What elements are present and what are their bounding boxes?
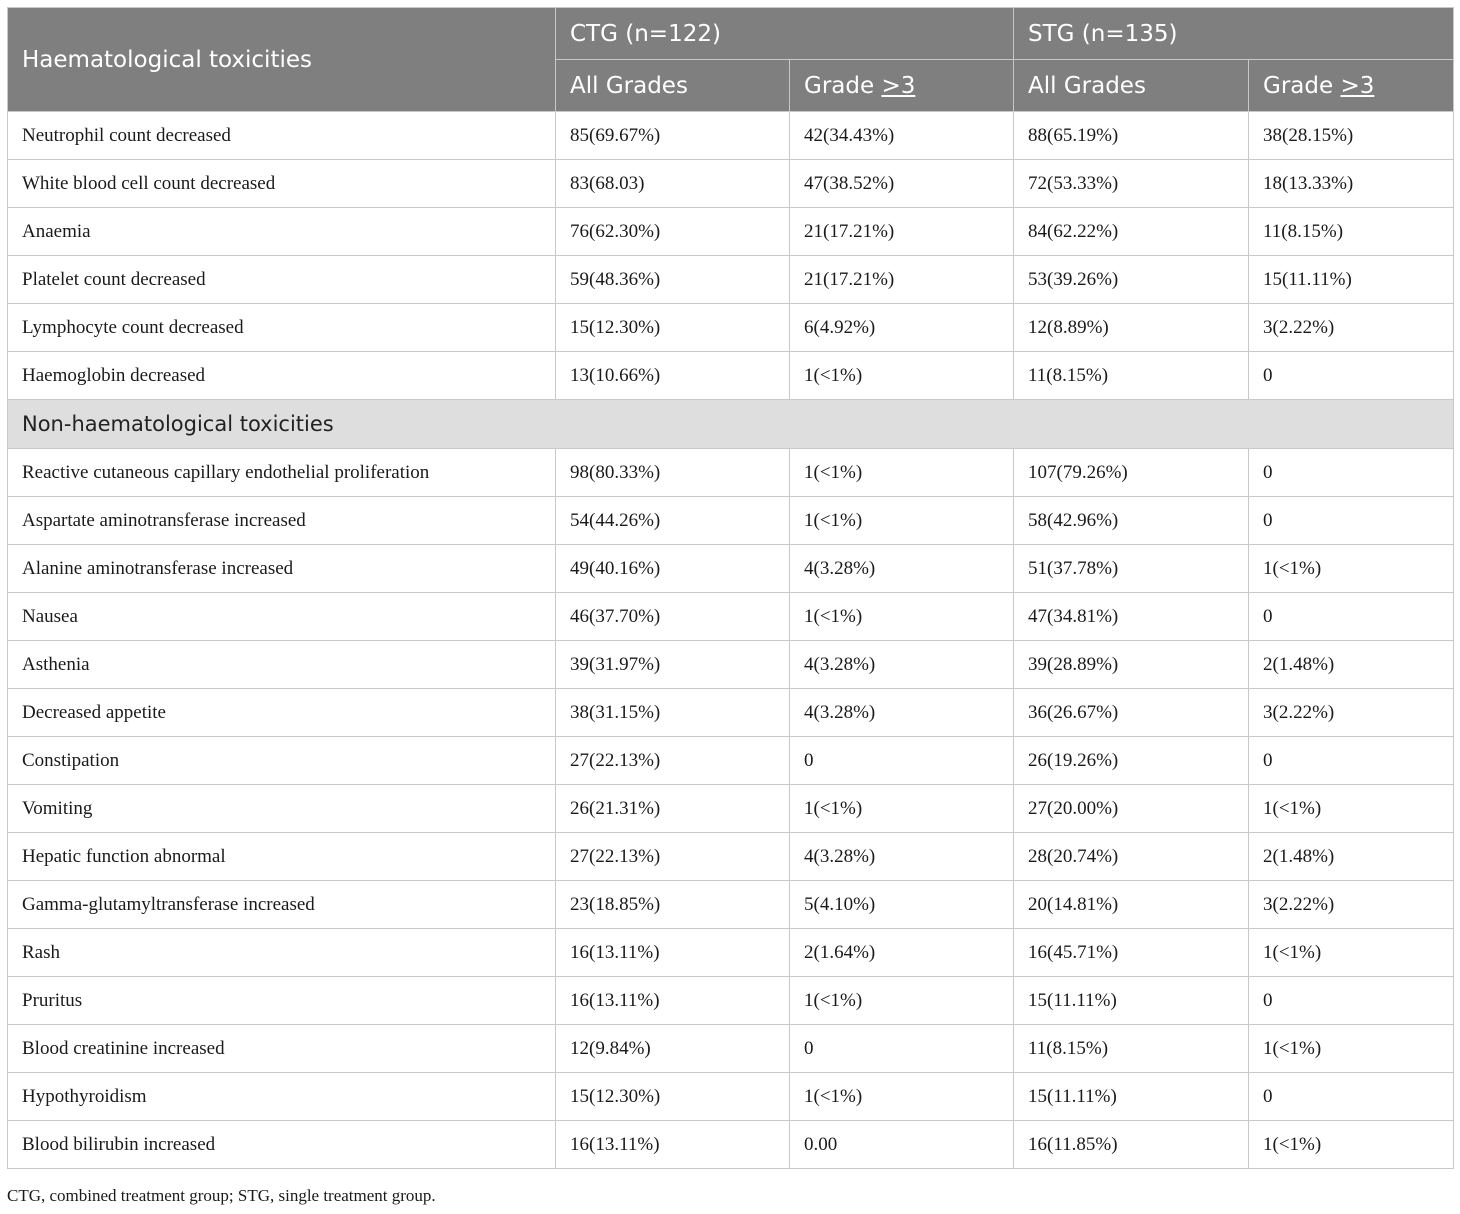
header-row-groups [8,8,1454,60]
cell-stg-all: 20(14.81%) [1014,881,1249,929]
cell-name: Platelet count decreased [8,256,556,304]
cell-stg-all: 15(11.11%) [1014,1073,1249,1121]
cell-ctg-g3: 47(38.52%) [790,160,1014,208]
cell-name: Reactive cutaneous capillary endothelial proliferation [8,449,556,497]
cell-ctg-all: 16(13.11%) [556,929,790,977]
cell-stg-all: 28(20.74%) [1014,833,1249,881]
cell-stg-all: 16(45.71%) [1014,929,1249,977]
toxicity-table [7,7,1454,1169]
table-row [8,593,1454,641]
cell-ctg-g3: 5(4.10%) [790,881,1014,929]
cell-stg-all: 58(42.96%) [1014,497,1249,545]
subcol-header-stg-all [1014,60,1249,112]
cell-stg-all: 84(62.22%) [1014,208,1249,256]
cell-stg-g3: 1(<1%) [1249,545,1454,593]
cell-ctg-all: 39(31.97%) [556,641,790,689]
cell-ctg-g3: 1(<1%) [790,785,1014,833]
cell-name: Decreased appetite [8,689,556,737]
non-haematological-body [8,449,1454,1169]
table-row [8,112,1454,160]
cell-stg-g3: 1(<1%) [1249,929,1454,977]
cell-ctg-g3: 42(34.43%) [790,112,1014,160]
cell-ctg-all: 83(68.03) [556,160,790,208]
cell-name: Hypothyroidism [8,1073,556,1121]
cell-ctg-all: 12(9.84%) [556,1025,790,1073]
cell-stg-all: 11(8.15%) [1014,1025,1249,1073]
table-row [8,497,1454,545]
subcol-header-ctg-g3 [790,60,1014,112]
cell-ctg-g3: 1(<1%) [790,977,1014,1025]
table-row [8,689,1454,737]
table-row [8,1121,1454,1169]
cell-ctg-all: 38(31.15%) [556,689,790,737]
cell-name: Hepatic function abnormal [8,833,556,881]
table-row [8,785,1454,833]
cell-ctg-g3: 4(3.28%) [790,545,1014,593]
cell-ctg-all: 46(37.70%) [556,593,790,641]
cell-stg-g3: 38(28.15%) [1249,112,1454,160]
cell-ctg-all: 27(22.13%) [556,833,790,881]
cell-ctg-all: 49(40.16%) [556,545,790,593]
cell-stg-all: 36(26.67%) [1014,689,1249,737]
cell-stg-g3: 2(1.48%) [1249,641,1454,689]
cell-ctg-all: 13(10.66%) [556,352,790,400]
cell-name: Blood bilirubin increased [8,1121,556,1169]
subcol-label: Grade [804,72,882,99]
cell-stg-all: 72(53.33%) [1014,160,1249,208]
cell-name: Gamma-glutamyltransferase increased [8,881,556,929]
cell-stg-all: 15(11.11%) [1014,977,1249,1025]
cell-name: Vomiting [8,785,556,833]
cell-stg-all: 27(20.00%) [1014,785,1249,833]
cell-name: Constipation [8,737,556,785]
cell-name: Pruritus [8,977,556,1025]
table-row [8,160,1454,208]
table-row [8,1073,1454,1121]
subcol-header-stg-g3 [1249,60,1454,112]
cell-ctg-all: 15(12.30%) [556,1073,790,1121]
cell-ctg-g3: 0 [790,1025,1014,1073]
subcol-header-ctg-all [556,60,790,112]
cell-name: Rash [8,929,556,977]
group-header-stg: STG (n=135) [1014,8,1454,60]
row-label-header: Haematological toxicities [8,8,556,112]
table-row [8,641,1454,689]
cell-stg-all: 11(8.15%) [1014,352,1249,400]
footnote: CTG, combined treatment group; STG, single treatment group. [7,1186,436,1205]
table-row [8,977,1454,1025]
cell-ctg-all: 15(12.30%) [556,304,790,352]
cell-stg-all: 51(37.78%) [1014,545,1249,593]
cell-ctg-g3: 4(3.28%) [790,833,1014,881]
cell-stg-g3: 1(<1%) [1249,1121,1454,1169]
cell-ctg-g3: 1(<1%) [790,1073,1014,1121]
cell-ctg-g3: 1(<1%) [790,352,1014,400]
haematological-body [8,112,1454,400]
table-header [8,8,1454,112]
cell-ctg-all: 54(44.26%) [556,497,790,545]
cell-ctg-g3: 4(3.28%) [790,689,1014,737]
table-row [8,881,1454,929]
grade-symbol: >3 [881,72,916,99]
cell-stg-g3: 0 [1249,1073,1454,1121]
cell-ctg-g3: 1(<1%) [790,449,1014,497]
cell-stg-all: 26(19.26%) [1014,737,1249,785]
subcol-label: All Grades [1028,72,1146,99]
cell-ctg-all: 27(22.13%) [556,737,790,785]
cell-stg-g3: 1(<1%) [1249,785,1454,833]
cell-stg-all: 12(8.89%) [1014,304,1249,352]
cell-ctg-g3: 21(17.21%) [790,208,1014,256]
cell-ctg-all: 59(48.36%) [556,256,790,304]
subcol-label: All Grades [570,72,688,99]
cell-ctg-g3: 1(<1%) [790,593,1014,641]
cell-stg-all: 39(28.89%) [1014,641,1249,689]
cell-name: Alanine aminotransferase increased [8,545,556,593]
cell-name: Blood creatinine increased [8,1025,556,1073]
cell-ctg-all: 16(13.11%) [556,1121,790,1169]
cell-ctg-g3: 0 [790,737,1014,785]
cell-name: Asthenia [8,641,556,689]
cell-ctg-all: 98(80.33%) [556,449,790,497]
cell-ctg-all: 23(18.85%) [556,881,790,929]
cell-ctg-all: 85(69.67%) [556,112,790,160]
cell-stg-g3: 0 [1249,497,1454,545]
cell-stg-g3: 1(<1%) [1249,1025,1454,1073]
cell-stg-g3: 0 [1249,593,1454,641]
cell-stg-g3: 3(2.22%) [1249,689,1454,737]
table-row [8,449,1454,497]
table-row [8,545,1454,593]
cell-stg-all: 53(39.26%) [1014,256,1249,304]
cell-ctg-all: 26(21.31%) [556,785,790,833]
cell-name: Nausea [8,593,556,641]
cell-stg-all: 107(79.26%) [1014,449,1249,497]
cell-name: Anaemia [8,208,556,256]
cell-stg-g3: 11(8.15%) [1249,208,1454,256]
table-row [8,1025,1454,1073]
cell-name: Aspartate aminotransferase increased [8,497,556,545]
table-row [8,208,1454,256]
cell-stg-g3: 3(2.22%) [1249,304,1454,352]
group-header-ctg: CTG (n=122) [556,8,1014,60]
cell-stg-all: 16(11.85%) [1014,1121,1249,1169]
cell-ctg-g3: 4(3.28%) [790,641,1014,689]
cell-ctg-g3: 0.00 [790,1121,1014,1169]
cell-name: Lymphocyte count decreased [8,304,556,352]
cell-stg-g3: 15(11.11%) [1249,256,1454,304]
cell-ctg-g3: 21(17.21%) [790,256,1014,304]
table-row [8,929,1454,977]
cell-stg-g3: 0 [1249,352,1454,400]
cell-stg-g3: 0 [1249,977,1454,1025]
cell-stg-g3: 3(2.22%) [1249,881,1454,929]
cell-name: White blood cell count decreased [8,160,556,208]
table-row [8,256,1454,304]
cell-stg-all: 47(34.81%) [1014,593,1249,641]
cell-stg-all: 88(65.19%) [1014,112,1249,160]
cell-stg-g3: 0 [1249,449,1454,497]
cell-ctg-g3: 2(1.64%) [790,929,1014,977]
cell-stg-g3: 18(13.33%) [1249,160,1454,208]
cell-ctg-all: 76(62.30%) [556,208,790,256]
section-divider [8,400,1454,449]
grade-symbol: >3 [1340,72,1375,99]
cell-name: Haemoglobin decreased [8,352,556,400]
cell-name: Neutrophil count decreased [8,112,556,160]
table-row [8,304,1454,352]
section-label: Non-haematological toxicities [8,400,1454,449]
table-row [8,833,1454,881]
table-row [8,352,1454,400]
section-row [8,400,1454,449]
table-row [8,737,1454,785]
cell-stg-g3: 2(1.48%) [1249,833,1454,881]
cell-ctg-all: 16(13.11%) [556,977,790,1025]
subcol-label: Grade [1263,72,1341,99]
cell-stg-g3: 0 [1249,737,1454,785]
cell-ctg-g3: 6(4.92%) [790,304,1014,352]
cell-ctg-g3: 1(<1%) [790,497,1014,545]
